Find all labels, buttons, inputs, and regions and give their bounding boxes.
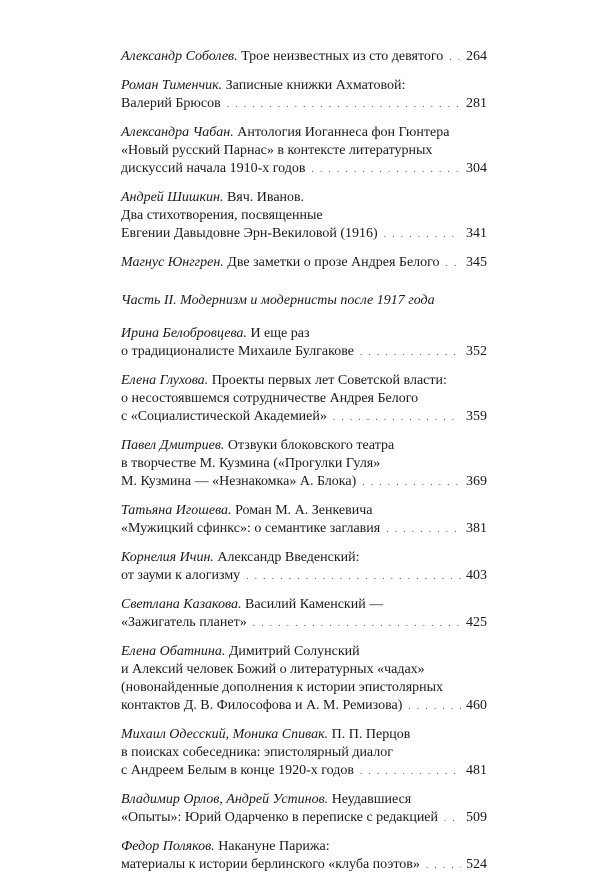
toc-entry-line bbox=[121, 856, 487, 874]
page-number: 352 bbox=[466, 344, 487, 359]
toc-entry-author: Александра Чабан. bbox=[121, 125, 234, 140]
toc-entry-line bbox=[121, 48, 487, 66]
toc-entry-line bbox=[121, 614, 487, 632]
toc-entry-text bbox=[121, 225, 378, 243]
toc-entry-line bbox=[121, 124, 487, 142]
toc-entry-author: Владимир Орлов, Андрей Устинов. bbox=[121, 792, 329, 807]
toc-entry-title-line: с Андреем Белым в конце 1920-х годов bbox=[121, 763, 355, 778]
toc-entry-author: Михаил Одесский, Моника Спивак. bbox=[121, 727, 329, 742]
toc-entry-title-line: Трое неизвестных из сто девятого bbox=[241, 49, 444, 64]
toc-entry-line bbox=[121, 408, 487, 426]
dot-leader bbox=[227, 95, 461, 113]
toc-entry-line bbox=[121, 726, 487, 744]
toc-entry-title-line: Записные книжки Ахматовой: bbox=[225, 78, 406, 93]
toc-entry-line bbox=[121, 791, 487, 809]
toc-entry-line bbox=[121, 762, 487, 780]
page-number: 524 bbox=[466, 857, 487, 872]
toc-entry bbox=[121, 549, 487, 585]
toc-entry-title-line: (новонайденные дополнения к истории эпистолярных bbox=[121, 680, 444, 695]
toc-entry-title-line: М. Кузмина — «Незнакомка» А. Блока) bbox=[121, 474, 357, 489]
toc-entry bbox=[121, 726, 487, 780]
toc-entry-line bbox=[121, 390, 487, 408]
toc-entry bbox=[121, 643, 487, 715]
toc-entry-title-line: и Алексий человек Божий о литературных «чадах» bbox=[121, 662, 425, 677]
toc-entry-text bbox=[121, 856, 420, 874]
toc-entry-title-line: П. П. Перцов bbox=[331, 727, 411, 742]
page-number: 281 bbox=[466, 96, 487, 111]
page-number: 460 bbox=[466, 698, 487, 713]
toc-entry-line bbox=[121, 661, 487, 679]
toc-entry bbox=[121, 791, 487, 827]
dot-leader bbox=[253, 614, 461, 632]
toc-entry-line bbox=[121, 207, 487, 225]
toc-entry bbox=[121, 838, 487, 874]
toc-entry-text bbox=[121, 567, 240, 585]
dot-leader bbox=[408, 697, 461, 715]
toc-entry-title-line: Накануне Парижа: bbox=[218, 839, 330, 854]
toc-entry-text bbox=[121, 48, 443, 66]
toc-entry bbox=[121, 48, 487, 66]
dot-leader bbox=[362, 473, 461, 491]
toc-entry-title-line: дискуссий начала 1910-х годов bbox=[121, 161, 306, 176]
toc-entry bbox=[121, 254, 487, 272]
part-1-entries bbox=[121, 48, 487, 272]
toc-entry-author: Андрей Шишкин. bbox=[121, 190, 224, 205]
toc-entry bbox=[121, 372, 487, 426]
toc-entry-author: Елена Обатнина. bbox=[121, 644, 226, 659]
toc-entry-line bbox=[121, 567, 487, 585]
toc-entry-author: Ирина Белобровцева. bbox=[121, 326, 247, 341]
toc-entry-text bbox=[121, 473, 356, 491]
toc-entry-text bbox=[121, 809, 438, 827]
toc-entry bbox=[121, 502, 487, 538]
toc-entry-line bbox=[121, 744, 487, 762]
toc-entry-title-line: «Новый русский Парнас» в контексте литературных bbox=[121, 143, 433, 158]
toc-entry-title-line: в поисках собеседника: эпистолярный диалог bbox=[121, 745, 393, 760]
dot-leader bbox=[360, 343, 461, 361]
toc-entry-title-line: Роман М. А. Зенкевича bbox=[235, 503, 373, 518]
toc-entry-author: Елена Глухова. bbox=[121, 373, 209, 388]
toc-entry-text bbox=[121, 520, 380, 538]
toc-entry-line bbox=[121, 473, 487, 491]
toc-entry-title-line: с «Социалистической Академией» bbox=[121, 409, 327, 424]
toc-entry-title-line: Две заметки о прозе Андрея Белого bbox=[227, 255, 440, 270]
toc-entry bbox=[121, 596, 487, 632]
toc-entry-text bbox=[121, 697, 402, 715]
toc-entry-title-line: о традиционалисте Михаиле Булгакове bbox=[121, 344, 354, 359]
toc-entry-line bbox=[121, 325, 487, 343]
page-number: 381 bbox=[466, 521, 487, 536]
toc-entry-line bbox=[121, 838, 487, 856]
dot-leader bbox=[426, 856, 461, 874]
dot-leader bbox=[444, 809, 461, 827]
dot-leader bbox=[360, 762, 461, 780]
dot-leader bbox=[246, 567, 461, 585]
toc-entry-author: Корнелия Ичин. bbox=[121, 550, 214, 565]
toc-entry-line bbox=[121, 372, 487, 390]
toc-entry-line bbox=[121, 520, 487, 538]
toc-entry-title-line: Димитрий Солунский bbox=[228, 644, 360, 659]
toc-entry-title-line: «Зажигатель планет» bbox=[121, 615, 247, 630]
toc-entry-text bbox=[121, 95, 221, 113]
toc-entry bbox=[121, 189, 487, 243]
toc-entry-title-line: Два стихотворения, посвященные bbox=[121, 208, 323, 223]
toc-entry-title-line: «Опыты»: Юрий Одарченко в переписке с редакцией bbox=[121, 810, 439, 825]
toc-entry-author: Александр Соболев. bbox=[121, 49, 238, 64]
toc-entry-author: Павел Дмитриев. bbox=[121, 438, 225, 453]
toc-entry-line bbox=[121, 643, 487, 661]
toc-entry-title-line: Неудавшиеся bbox=[331, 792, 412, 807]
toc-entry-author: Татьяна Игошева. bbox=[121, 503, 232, 518]
page-number: 345 bbox=[466, 255, 487, 270]
page-number: 425 bbox=[466, 615, 487, 630]
toc-entry-title-line: Валерий Брюсов bbox=[121, 96, 221, 111]
toc-entry bbox=[121, 325, 487, 361]
page-number: 509 bbox=[466, 810, 487, 825]
toc-entry-line bbox=[121, 809, 487, 827]
toc-entry-text bbox=[121, 254, 440, 272]
toc-entry-author: Светлана Казакова. bbox=[121, 597, 242, 612]
toc-entry-title-line: от зауми к алогизму bbox=[121, 568, 241, 583]
toc-entry-line bbox=[121, 225, 487, 243]
page-number: 403 bbox=[466, 568, 487, 583]
toc-entry-line bbox=[121, 455, 487, 473]
toc-entry-line bbox=[121, 189, 487, 207]
toc-entry-line bbox=[121, 596, 487, 614]
toc-entry-text bbox=[121, 762, 354, 780]
toc-entry-text bbox=[121, 408, 327, 426]
toc-entry-title-line: Василий Каменский — bbox=[245, 597, 384, 612]
toc-entry-title-line: о несостоявшемся сотрудничестве Андрея Белого bbox=[121, 391, 419, 406]
toc-entry-line bbox=[121, 697, 487, 715]
toc-entry-title-line: материалы к истории берлинского «клуба поэтов» bbox=[121, 857, 420, 872]
toc-entry-line bbox=[121, 160, 487, 178]
toc-entry bbox=[121, 77, 487, 113]
toc-entry-line bbox=[121, 437, 487, 455]
toc-entry-title-line: Проекты первых лет Советской власти: bbox=[211, 373, 447, 388]
part-2-entries bbox=[121, 325, 487, 874]
toc-entry bbox=[121, 124, 487, 178]
page-number: 264 bbox=[466, 49, 487, 64]
toc-entry-title-line: «Мужицкий сфинкс»: о семантике заглавия bbox=[121, 521, 381, 536]
toc-entry-title-line: Александр Введенский: bbox=[217, 550, 360, 565]
toc-entry-author: Роман Тименчик. bbox=[121, 78, 223, 93]
dot-leader bbox=[384, 225, 461, 243]
toc-entry-line bbox=[121, 549, 487, 567]
page-number: 341 bbox=[466, 226, 487, 241]
toc-entry-title-line: Антология Иоганнеса фон Гюнтера bbox=[237, 125, 450, 140]
page-number: 481 bbox=[466, 763, 487, 778]
page-number: 304 bbox=[466, 161, 487, 176]
toc-entry-line bbox=[121, 254, 487, 272]
toc-entry bbox=[121, 437, 487, 491]
toc-entry-line bbox=[121, 343, 487, 361]
toc-entry-line bbox=[121, 142, 487, 160]
table-of-contents bbox=[121, 48, 487, 885]
dot-leader bbox=[386, 520, 461, 538]
toc-entry-text bbox=[121, 343, 354, 361]
toc-entry-title-line: в творчестве М. Кузмина («Прогулки Гуля» bbox=[121, 456, 381, 471]
page-number: 359 bbox=[466, 409, 487, 424]
part-2-title: Часть II. Модернизм и модернисты после 1917 года bbox=[121, 293, 435, 308]
toc-entry-line bbox=[121, 502, 487, 520]
toc-entry-title-line: контактов Д. В. Философова и А. М. Ремизова) bbox=[121, 698, 403, 713]
toc-entry-author: Федор Поляков. bbox=[121, 839, 215, 854]
toc-entry-title-line: И еще раз bbox=[250, 326, 310, 341]
page-number: 369 bbox=[466, 474, 487, 489]
toc-entry-text bbox=[121, 614, 247, 632]
dot-leader bbox=[449, 48, 461, 66]
toc-entry-title-line: Отзвуки блоковского театра bbox=[227, 438, 395, 453]
toc-entry-line bbox=[121, 679, 487, 697]
toc-entry-line bbox=[121, 77, 487, 95]
toc-entry-title-line: Евгении Давыдовне Эрн-Векиловой (1916) bbox=[121, 226, 378, 241]
toc-entry-text bbox=[121, 160, 305, 178]
toc-entry-line bbox=[121, 95, 487, 113]
dot-leader bbox=[311, 160, 461, 178]
dot-leader bbox=[446, 254, 461, 272]
dot-leader bbox=[333, 408, 461, 426]
toc-entry-author: Магнус Юнггрен. bbox=[121, 255, 224, 270]
toc-entry-title-line: Вяч. Иванов. bbox=[226, 190, 305, 205]
